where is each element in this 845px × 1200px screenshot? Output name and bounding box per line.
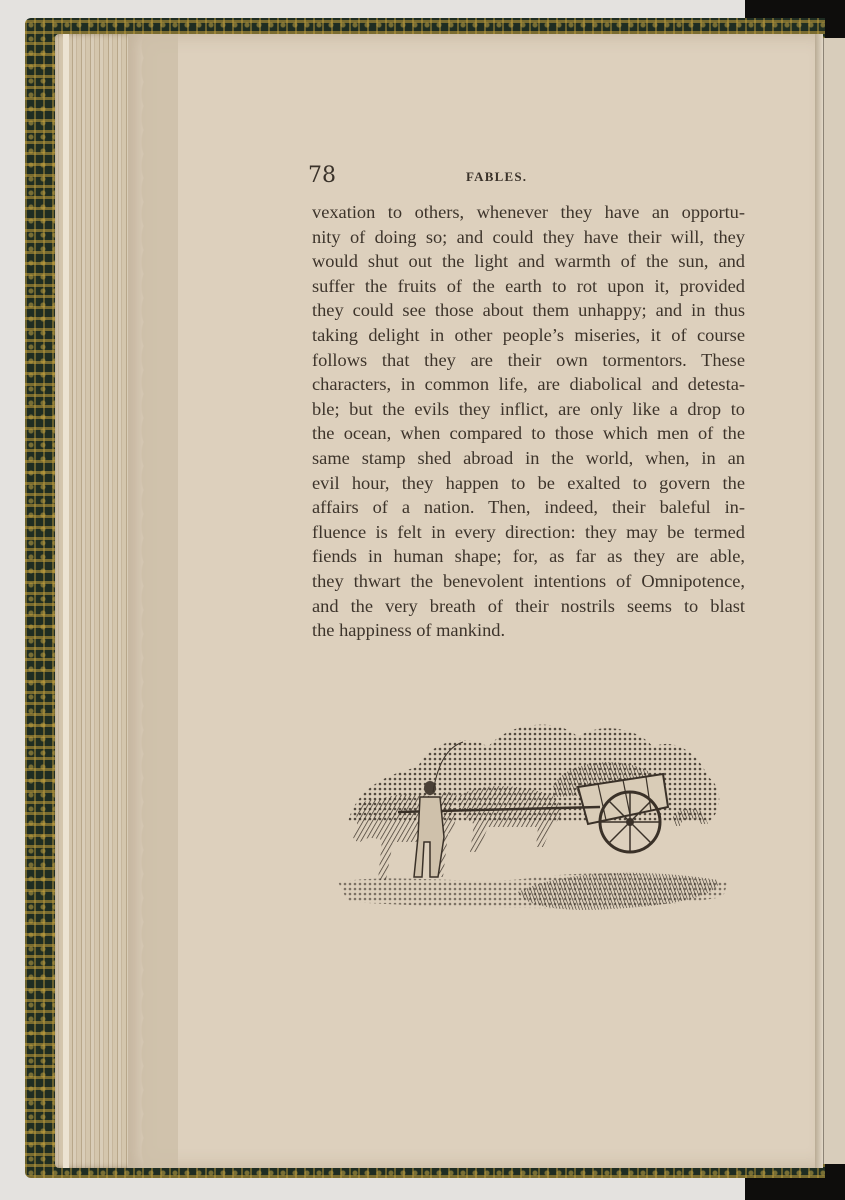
text-line: ble; but the evils they inflict, are only like a drop to (312, 398, 745, 419)
book-gutter (815, 34, 823, 1168)
water-stain-edge (128, 34, 178, 1168)
text-line: fluence is felt in every direction: they may be termed (312, 521, 745, 542)
text-line: taking delight in other people’s miseries, it of course (312, 324, 745, 345)
text-line: follows that they are their own tormentors. These (312, 349, 745, 370)
text-line: same stamp shed abroad in the world, when, in an (312, 447, 745, 468)
running-title: FABLES. (466, 169, 528, 184)
text-line: and the very breath of their nostrils seems to blast (312, 595, 745, 616)
text-line: vexation to others, whenever they have an opportu- (312, 202, 745, 222)
horse-cart-engraving-icon (338, 712, 728, 917)
text-line: they could see those about them unhappy; and in thus (312, 300, 745, 321)
text-line: the happiness of mankind. (312, 620, 506, 641)
text-line: characters, in common life, are diabolical and detesta- (312, 374, 745, 395)
text-line: would shut out the light and warmth of the sun, and (312, 251, 745, 272)
text-line: they thwart the benevolent intentions of Omnipotence, (312, 570, 745, 591)
running-head (308, 163, 743, 193)
page-number: 78 (308, 163, 336, 188)
text-line: affairs of a nation. Then, indeed, their baleful in- (312, 497, 745, 518)
text-line: suffer the fruits of the earth to rot upon it, provided (312, 275, 745, 296)
text-line: evil hour, they happen to be exalted to govern the (312, 472, 745, 493)
engraving-illustration (338, 712, 728, 917)
facing-page-edge (823, 38, 845, 1164)
text-line: the ocean, when compared to those which men of the (312, 423, 745, 444)
text-line: fiends in human shape; for, as far as they are able, (312, 546, 745, 567)
text-line: nity of doing so; and could they have their will, they (312, 226, 745, 247)
body-text (312, 200, 745, 643)
